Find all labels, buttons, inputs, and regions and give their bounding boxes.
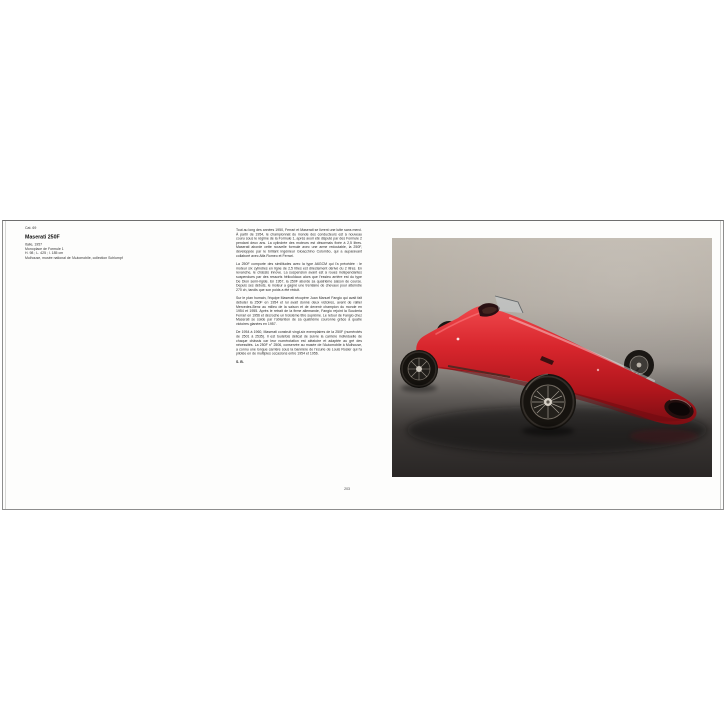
page-number: 203 <box>344 487 350 491</box>
catalog-number: Cat. 69 <box>25 226 37 230</box>
author-initials: S. B. <box>236 360 244 365</box>
catalog-block <box>25 226 215 261</box>
front-wheel-shadow <box>522 426 574 436</box>
essay-paragraph: De 1954 à 1960, Maserati construit vingt-six exemplaires de la 250F (numérotés de 2501 à 2535). Il est toutefois délicat de suivre la carrière individuelle de chaque châssis car leur numérotation est aléatoire et adaptée au gré des nécessités. La 250F n° 2506, conservée au musée de l'Automobile à Mulhouse, a connu une longue carrière sous la bannière de l'écurie de Louis Rosier qui l'a pilotée en de multiples occasions entre 1954 et 1956. <box>236 330 362 356</box>
car-photo <box>392 238 712 477</box>
nose-reflection <box>630 429 698 443</box>
artwork-origin: Italie, 1957 <box>25 243 43 247</box>
essay-text <box>236 229 362 365</box>
artwork-type: Monoplace de Formule 1 <box>25 247 64 251</box>
artwork-dimensions: H. 98 ; L. 425 ; l. 185 cm <box>25 251 64 256</box>
essay-paragraph: Sur le plan humain, l'équipe Maserati récupère Juan Manuel Fangio qui avait fait débuter la 250F en 1954 et lui avait donné deux victoires, avant de rallier Mercedes-Benz au milieu de la saison et de devenir champion du monde en 1954 et 1955. Après le retrait de la firme allemande, Fangio rejoint la Scuderia Ferrari en 1956 et décroche un troisième titre suprême. Le retour de Fangio chez Maserati se solde par l'obtention de sa quatrième couronne grâce à quatre victoires glanées en 1957. <box>236 296 362 326</box>
book-spread <box>2 220 724 510</box>
rear-wheel <box>400 350 438 388</box>
artwork-title: Maserati 250F <box>25 234 60 240</box>
maserati-250f-illustration <box>392 238 712 477</box>
essay-paragraph: La 250F comporte des similitudes avec la type A6GCM qui l'a précédée : le moteur six cylindres en ligne de 2,5 litres est directement dérivé du 2 litres. En revanche, le châssis innove. La suspension avant est à roues indépendantes suspendues par des ressorts hélicoïdaux alors que l'essieu arrière est du type De Dion semi-rigide. En 1957, la 250F aborde sa quatrième saison de course. Depuis ses débuts, le moteur a gagné une trentaine de chevaux pour atteindre 270 ch, tandis que son poids a été réduit. <box>236 262 362 292</box>
rear-wheel-shadow <box>401 384 437 392</box>
front-wheel <box>520 374 576 430</box>
artwork-credit: Mulhouse, musée national de l'Automobile, collection Schlumpf <box>25 256 123 260</box>
essay-paragraph: Tout au long des années 1950, Ferrari et Maserati se livrent une lutte sans merci. À partir de 1954, le championnat du monde des conducteurs est à nouveau couru sous le régime de la Formule 1, après avoir été disputé par des Formule 2 pendant deux ans. La cylindrée des moteurs est désormais fixée à 2,5 litres. Maserati aborde cette nouvelle formule avec une arme redoutable, la 250F, développée par le brillant ingénieur Gioacchino Colombo, qui a auparavant collaboré avec Alfa Romeo et Ferrari. <box>236 228 362 258</box>
